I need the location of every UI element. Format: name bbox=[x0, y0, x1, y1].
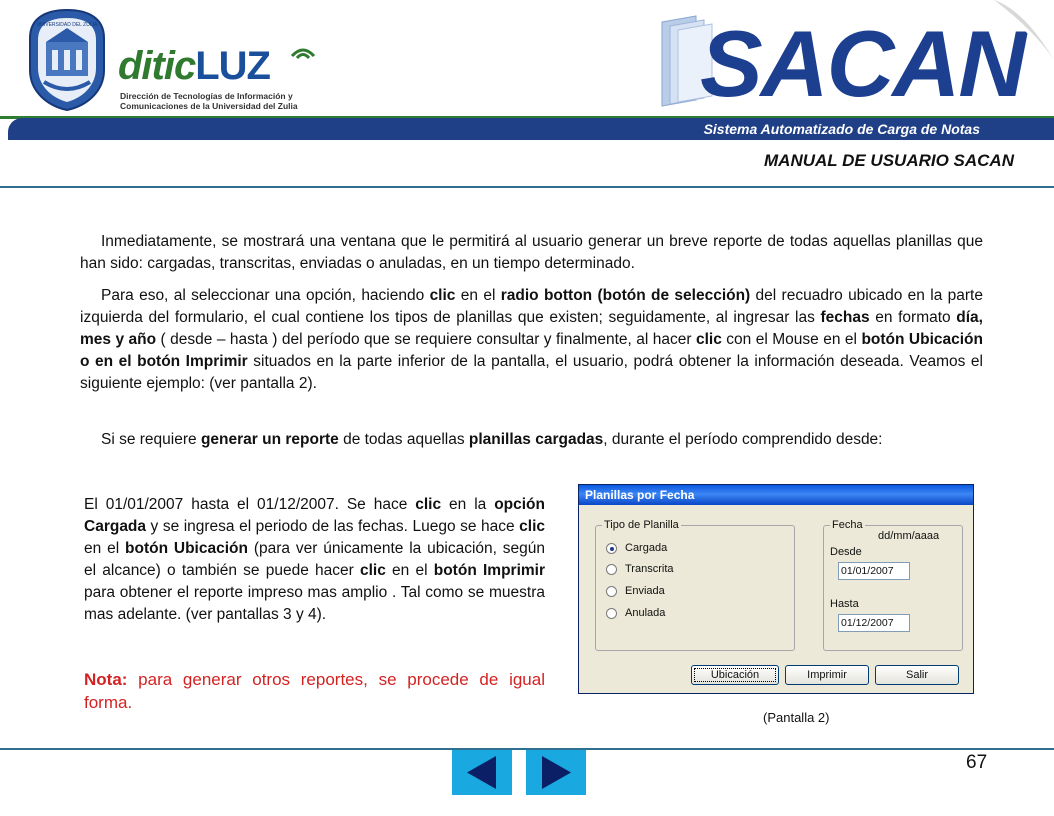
group-fecha-label: Fecha bbox=[832, 519, 863, 531]
ditic-subtitle: Dirección de Tecnologías de Información y Comunicaciones de la Universidad del Zulia bbox=[120, 91, 298, 111]
university-seal-icon bbox=[28, 8, 106, 112]
radio-button[interactable] bbox=[606, 608, 617, 619]
header-banner bbox=[8, 118, 1054, 140]
desde-label: Desde bbox=[830, 546, 862, 558]
radio-anulada[interactable] bbox=[606, 607, 665, 619]
prev-page-button[interactable] bbox=[452, 750, 512, 795]
salir-button[interactable]: Salir bbox=[875, 665, 959, 685]
imprimir-button[interactable]: Imprimir bbox=[785, 665, 869, 685]
hasta-label: Hasta bbox=[830, 598, 859, 610]
svg-text:UNIVERSIDAD DEL ZULIA: UNIVERSIDAD DEL ZULIA bbox=[36, 22, 98, 28]
paragraph-example: Si se requiere generar un reporte de todas aquellas planillas cargadas, durante el período comprendido desde: bbox=[101, 431, 883, 448]
paragraph-example-detail: El 01/01/2007 hasta el 01/12/2007. Se hace clic en la opción Cargada y se ingresa el periodo de las fechas. Luego se hace clic en el botón Ubicación (para ver únicamente la ubicación, según el alcance) o también se puede hacer clic en el botón Imprimir para obtener el reporte impreso mas amplio . Tal como se muestra mas adelante. (ver pantallas 3 y 4). bbox=[84, 496, 546, 623]
note-paragraph: Nota: para generar otros reportes, se procede de igual forma. bbox=[84, 670, 545, 712]
radio-button[interactable] bbox=[606, 586, 617, 597]
ditic-luz-logo bbox=[118, 44, 328, 114]
desde-input[interactable]: 01/01/2007 bbox=[838, 562, 910, 580]
ubicacion-button[interactable]: Ubicación bbox=[691, 665, 779, 685]
group-fecha bbox=[823, 519, 963, 651]
header-divider bbox=[0, 186, 1054, 188]
radio-button[interactable] bbox=[606, 543, 617, 554]
ditic-wordmark: diticLUZ bbox=[118, 44, 270, 88]
planillas-dialog bbox=[578, 484, 974, 694]
sacan-logo: SACAN bbox=[700, 11, 1025, 116]
page-number: 67 bbox=[966, 752, 988, 773]
paragraph-intro: Inmediatamente, se mostrará una ventana que le permitirá al usuario generar un breve reporte de todas aquellas planillas que han sido: cargadas, transcritas, enviadas o anuladas, en un tiempo determinado. bbox=[80, 233, 983, 272]
banner-tagline: Sistema Automatizado de Carga de Notas bbox=[703, 121, 980, 137]
manual-title: MANUAL DE USUARIO SACAN bbox=[764, 151, 1014, 170]
group-tipo-planilla bbox=[595, 519, 795, 651]
wifi-signal-icon bbox=[288, 40, 318, 60]
radio-label: Transcrita bbox=[625, 563, 674, 575]
radio-enviada[interactable] bbox=[606, 585, 665, 597]
radio-transcrita[interactable] bbox=[606, 563, 674, 575]
figure-caption: (Pantalla 2) bbox=[763, 710, 830, 725]
hasta-input[interactable]: 01/12/2007 bbox=[838, 614, 910, 632]
date-format-hint: dd/mm/aaaa bbox=[878, 530, 940, 542]
paragraph-instructions: Para eso, al seleccionar una opción, haciendo clic en el radio botton (botón de selección) del recuadro ubicado en la parte izquierda del formulario, el cual contiene los tipos de planillas que existen; seguidamente, al ingresar las fechas en formato día, mes y año ( desde – hasta ) del período que se requiere consultar y finalmente, al hacer clic con el Mouse en el botón Ubicación o en el botón Imprimir situados en la parte inferior de la pantalla, el usuario, podrá obtener la información deseada. Veamos el siguiente ejemplo: (ver pantalla 2). bbox=[80, 287, 983, 392]
next-arrow-icon bbox=[526, 750, 586, 795]
prev-arrow-icon bbox=[452, 750, 512, 795]
radio-label: Enviada bbox=[625, 585, 665, 597]
page-curl-icon bbox=[994, 0, 1054, 60]
dialog-title: Planillas por Fecha bbox=[579, 485, 973, 505]
radio-label: Anulada bbox=[625, 607, 666, 619]
radio-label: Cargada bbox=[625, 542, 668, 554]
group-tipo-label: Tipo de Planilla bbox=[604, 519, 679, 531]
radio-button[interactable] bbox=[606, 564, 617, 575]
next-page-button[interactable] bbox=[526, 750, 586, 795]
radio-cargada[interactable] bbox=[606, 542, 667, 554]
